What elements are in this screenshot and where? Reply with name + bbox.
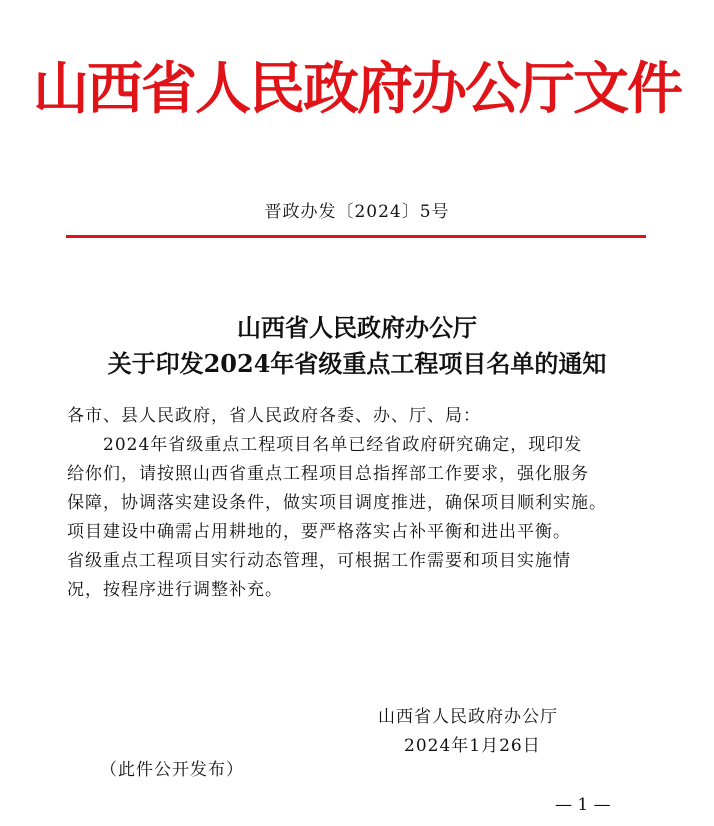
body-line: 项目建设中确需占用耕地的，要严格落实占补平衡和进出平衡。 (67, 522, 571, 542)
body-line: 保障，协调落实建设条件，做实项目调度推进，确保项目顺利实施。 (67, 493, 607, 513)
publish-note: （此件公开发布） (100, 760, 244, 780)
document-number: 晋政办发〔2024〕5号 (264, 202, 450, 222)
red-divider-rule (66, 235, 646, 238)
body-line: 省级重点工程项目实行动态管理，可根据工作需要和项目实施情 (67, 551, 571, 571)
body-line: 况，按程序进行调整补充。 (67, 580, 283, 600)
document-banner-title: 山西省人民政府办公厅文件 (33, 56, 681, 122)
addressee-line: 各市、县人民政府，省人民政府各委、办、厅、局： (67, 406, 481, 426)
signature-organization: 山西省人民政府办公厅 (378, 707, 558, 727)
body-line: 给你们，请按照山西省重点工程项目总指挥部工作要求，强化服务 (67, 464, 589, 484)
document-title-issuer: 山西省人民政府办公厅 (237, 313, 477, 342)
signature-date: 2024年1月26日 (404, 736, 541, 756)
document-title-subject: 关于印发2024年省级重点工程项目名单的通知 (107, 349, 607, 378)
body-line: 2024年省级重点工程项目名单已经省政府研究确定，现印发 (103, 435, 583, 455)
page-number: — 1 — (555, 795, 611, 815)
body-paragraph (67, 431, 652, 605)
